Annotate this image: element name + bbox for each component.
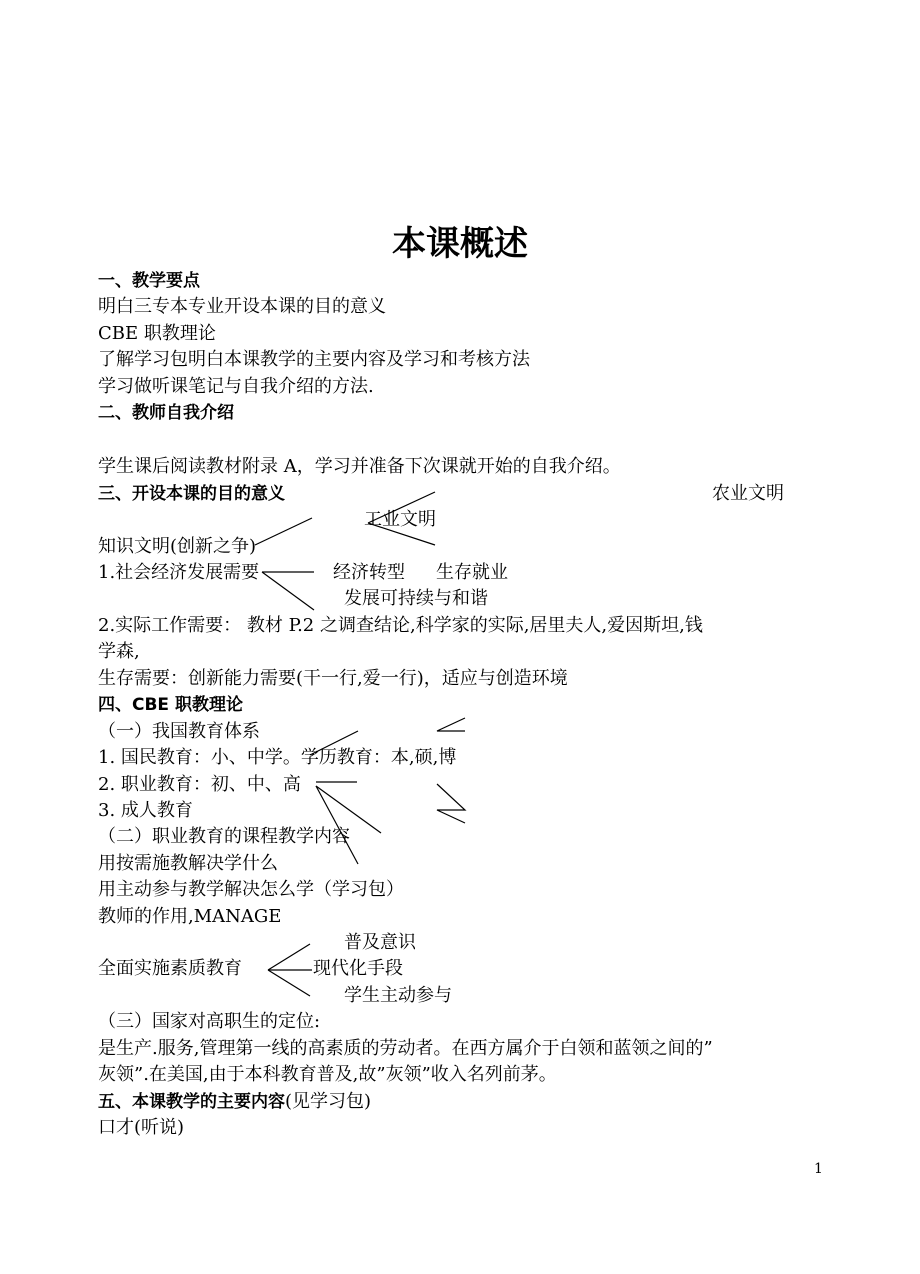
s1-item-2: CBE 职教理论: [98, 323, 216, 344]
s3-need2: 2.实际工作需要： 教材 P.2 之调查结论,科学家的实际,居里夫人,爱因斯坦,钱: [98, 615, 703, 636]
s4-sub2: （二）职业教育的课程教学内容: [98, 826, 350, 847]
s1-item-4: 学习做听课笔记与自我介绍的方法.: [98, 376, 374, 397]
s4-p1: 用按需施教解决学什么: [98, 853, 278, 874]
s5-l1: 口才(听说): [98, 1117, 185, 1138]
s3-employ: 生存就业: [436, 562, 508, 583]
s3-econ: 经济转型: [333, 562, 405, 583]
s4-l3: 3. 成人教育: [98, 800, 193, 821]
quality-line-upper: [268, 944, 310, 970]
page-title: 本课概述: [392, 224, 528, 264]
section-5-heading: 五、本课教学的主要内容: [98, 1092, 285, 1112]
s4-pos2: 灰领”.在美国,由于本科教育普及,故”灰领”收入名列前茅。: [98, 1064, 557, 1085]
s4-sub1: （一）我国教育体系: [98, 721, 260, 742]
s4-pos1: 是生产.服务,管理第一线的高素质的劳动者。在西方属介于白领和蓝领之间的”: [98, 1038, 713, 1059]
s1-item-1: 明白三专本专业开设本课的目的意义: [98, 296, 386, 317]
s3-industry: 工业文明: [364, 509, 436, 530]
s4-p3: 教师的作用,MANAGE: [98, 906, 282, 927]
s4-l1: 1. 国民教育：小、中学。学历教育：本,硕,博: [98, 747, 457, 768]
edu-mark-2: [437, 784, 465, 823]
edu-line-lower: [316, 786, 358, 864]
s1-item-3: 了解学习包明白本课教学的主要内容及学习和考核方法: [98, 349, 530, 370]
s4-l2: 2. 职业教育：初、中、高: [98, 774, 301, 795]
s3-survive: 生存需要：创新能力需要(干一行,爱一行)，适应与创造环境: [98, 668, 568, 689]
s3-need1: 1.社会经济发展需要: [98, 562, 260, 583]
civ-line-knowledge: [255, 518, 312, 545]
section-5-line: [98, 1091, 371, 1113]
s4-modern: 现代化手段: [313, 958, 403, 979]
s4-active: 学生主动参与: [344, 985, 452, 1006]
s3-knowledge: 知识文明(创新之争): [98, 536, 257, 557]
s2-text: 学生课后阅读教材附录 A，学习并准备下次课就开始的自我介绍。: [98, 456, 621, 477]
s4-sub3: （三）国家对高职生的定位:: [98, 1011, 321, 1032]
section-2-heading: 二、教师自我介绍: [98, 403, 234, 423]
section-5-suffix: (见学习包): [285, 1091, 372, 1112]
s3-need2-cont: 学森,: [98, 641, 140, 662]
need-line-sustain: [262, 572, 314, 610]
section-4-heading: 四、CBE 职教理论: [98, 695, 243, 715]
s4-quality: 全面实施素质教育: [98, 958, 242, 979]
s3-sustain: 发展可持续与和谐: [344, 588, 488, 609]
section-1-heading: 一、教学要点: [98, 271, 200, 291]
s4-popular: 普及意识: [344, 932, 416, 953]
page-number: 1: [814, 1161, 823, 1177]
edu-mark-1: [437, 718, 465, 731]
section-3-heading: 三、开设本课的目的意义: [98, 484, 285, 504]
s3-agri: 农业文明: [712, 483, 784, 504]
s4-p2: 用主动参与教学解决怎么学（学习包）: [98, 879, 404, 900]
quality-line-lower: [268, 970, 310, 996]
